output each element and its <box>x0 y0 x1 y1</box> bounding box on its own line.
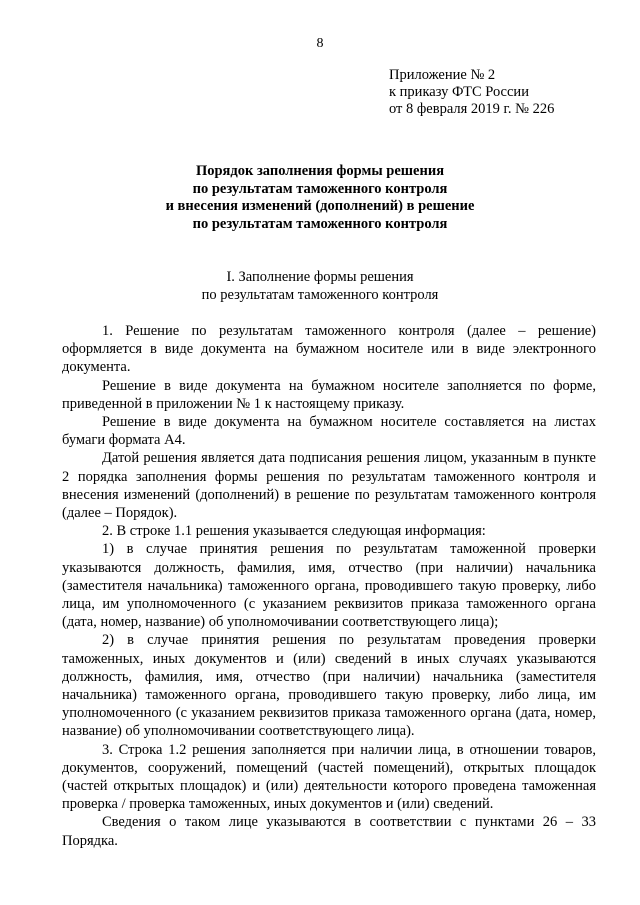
title-line: Порядок заполнения формы решения <box>195 163 445 179</box>
section-heading <box>0 269 640 304</box>
page-number: 8 <box>316 36 324 51</box>
title-line: и внесения изменений (дополнений) в решение <box>165 198 475 214</box>
appendix-line: к приказу ФТС России <box>389 84 529 100</box>
paragraph: Датой решения является дата подписания решения лицом, указанным в пункте 2 порядка заполнения формы решения по результатам таможенного контроля и внесения изменений (дополнений) в решение по результатам таможенного контроля (далее – Порядок). <box>62 450 596 522</box>
paragraph: 2) в случае принятия решения по результатам проведения проверки таможенных, иных документов и (или) сведений в иных случаях указываются должность, фамилия, имя, отчество (при наличии) начальника (заместителя начальника) таможенного органа, проводившего такую проверку, либо лица, им уполномоченного (с указанием реквизитов приказа таможенного органа (дата, номер, название) об уполномочивании соответствующего лица). <box>62 632 596 740</box>
paragraph: Решение в виде документа на бумажном носителе составляется на листах бумаги формата А4. <box>62 414 596 449</box>
section-heading-line: по результатам таможенного контроля <box>201 286 439 303</box>
document-title <box>0 163 640 233</box>
appendix-block <box>389 67 554 118</box>
section-heading-line: I. Заполнение формы решения <box>226 269 414 285</box>
title-line: по результатам таможенного контроля <box>192 180 448 197</box>
paragraph: 2. В строке 1.1 решения указывается следующая информация: <box>102 523 486 540</box>
paragraph: 1) в случае принятия решения по результатам таможенной проверки указываются должность, фамилия, имя, отчество (при наличии) начальника (заместителя начальника) таможенного органа, проводившего такую проверку, либо лица, им уполномоченного (с указанием реквизитов приказа таможенного органа (дата, номер, название) об уполномочивании соответствующего лица); <box>62 541 596 631</box>
paragraph: Решение в виде документа на бумажном носителе заполняется по форме, приведенной в приложении № 1 к настоящему приказу. <box>62 377 596 412</box>
paragraph: 1. Решение по результатам таможенного контроля (далее – решение) оформляется в виде документа на бумажном носителе или в виде электронного документа. <box>62 323 596 376</box>
paragraph: 3. Строка 1.2 решения заполняется при наличии лица, в отношении товаров, документов, сооружений, помещений (частей помещений), открытых площадок (частей открытых площадок) и (или) деятельности которого проведена таможенная проверка / проверка таможенных, иных документов и (или) сведений. <box>62 741 596 813</box>
title-line: по результатам таможенного контроля <box>192 215 448 232</box>
appendix-line: Приложение № 2 <box>389 67 496 83</box>
document-body <box>62 322 596 850</box>
paragraph: Сведения о таком лице указываются в соответствии с пунктами 26 – 33 Порядка. <box>62 814 596 849</box>
appendix-line: от 8 февраля 2019 г. № 226 <box>389 101 555 117</box>
